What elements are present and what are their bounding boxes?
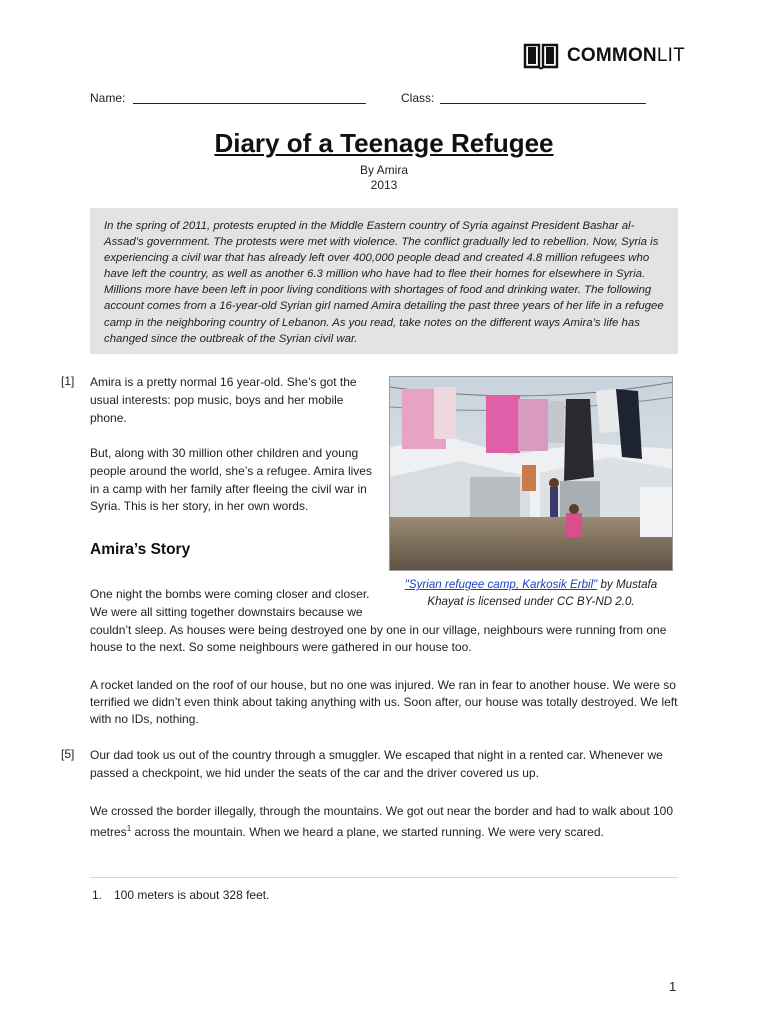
paragraph-line: But, along with 30 million other children and young [90, 446, 359, 460]
document-title: Diary of a Teenage Refugee [214, 128, 554, 158]
name-label: Name: [90, 91, 126, 105]
paragraph-line: house to the next. So some neighbours were gathered in our house too. [90, 640, 472, 654]
paragraph-line: metres$^1$ across the mountain. When we heard a plane, we started running. We were very scared. [90, 824, 604, 839]
footnote-divider [90, 877, 678, 878]
caption-license: Khayat is licensed under CC BY-ND 2.0. [427, 595, 635, 608]
refugee-camp-image [390, 377, 673, 571]
paragraph-line: We were all sitting together downstairs because we [90, 605, 363, 619]
logo-wordmark: COMMONLIT [567, 45, 685, 66]
paragraph-line: Syria. This is her story, in her own words. [90, 499, 309, 513]
page-number: 1 [669, 979, 677, 994]
paragraph-line: in a camp with her family after fleeing the civil war in [90, 482, 367, 496]
intro-box: In the spring of 2011, protests erupted in the Middle Eastern country of Syria against President Bashar al-Assad’s government. The protests were met with violence. The conflict gradually led to rebellion. Now, Syria is experiencing a civil war that has already left over 400,000 people dead and created 4.8 million refugees who have left the country, as well as another 6.3 million who have had to flee their homes for elsewhere in Syria. Millions more have been left in poor living conditions with shortages of food and drinking water. The following account comes from a 16-year-old Syrian girl named Amira detailing the past three years of her life in a refugee camp in the neighboring country of Lebanon. As you read, take notes on the different ways Amira’s life has changed since the outbreak of the Syrian civil war. [90, 208, 678, 354]
section-heading: Amira’s Story [90, 541, 191, 558]
class-field[interactable] [440, 103, 646, 104]
paragraph-number: [5] [61, 747, 75, 761]
paragraph-number: [1] [61, 374, 75, 388]
paragraph-line: We crossed the border illegally, through the mountains. We got out near the border and had to walk about 100 [90, 804, 674, 818]
paragraph-line: terrified we didn’t even think about taking anything with us. Soon after, our house was totally destroyed. We left [90, 695, 678, 709]
open-book-icon [523, 42, 559, 70]
image-caption [389, 576, 673, 610]
footnote-ref[interactable]: 1 [126, 824, 132, 833]
paragraph-line: Our dad took us out of the country through a smuggler. We escaped that night in a rented car. Whenever we [90, 748, 663, 762]
footnote-number: 1. [92, 888, 103, 902]
commonlit-logo [523, 42, 685, 70]
caption-link[interactable]: "Syrian refugee camp, Karkosik Erbil" [404, 578, 598, 591]
byline [0, 163, 768, 193]
paragraph-line: A rocket landed on the roof of our house, but no one was injured. We ran in fear to another house. We were so [90, 678, 676, 692]
refugee-camp-photo [389, 376, 673, 571]
paragraph-line: phone. [90, 411, 127, 425]
paragraph-line: usual interests: pop music, boys and her mobile [90, 393, 344, 407]
paragraph-line: Amira is a pretty normal 16 year-old. She’s got the [90, 375, 357, 389]
caption-credit: by Mustafa [597, 578, 658, 591]
paragraph-line: couldn’t sleep. As houses were being destroyed one by one in our village, neighbours were running from one [90, 623, 667, 637]
paragraph-line: with no IDs, nothing. [90, 712, 199, 726]
class-label: Class: [401, 91, 435, 105]
paragraph-line: people around the world, she’s a refugee. Amira lives [90, 464, 372, 478]
name-field[interactable] [133, 103, 366, 104]
paragraph-line: One night the bombs were coming closer and closer. [90, 587, 370, 601]
footnote-text: 100 meters is about 328 feet. [114, 888, 270, 902]
year: 2013 [370, 178, 398, 192]
paragraph-line: passed a checkpoint, we hid under the seats of the car and the driver covered us up. [90, 766, 539, 780]
author: By Amira [359, 163, 408, 177]
